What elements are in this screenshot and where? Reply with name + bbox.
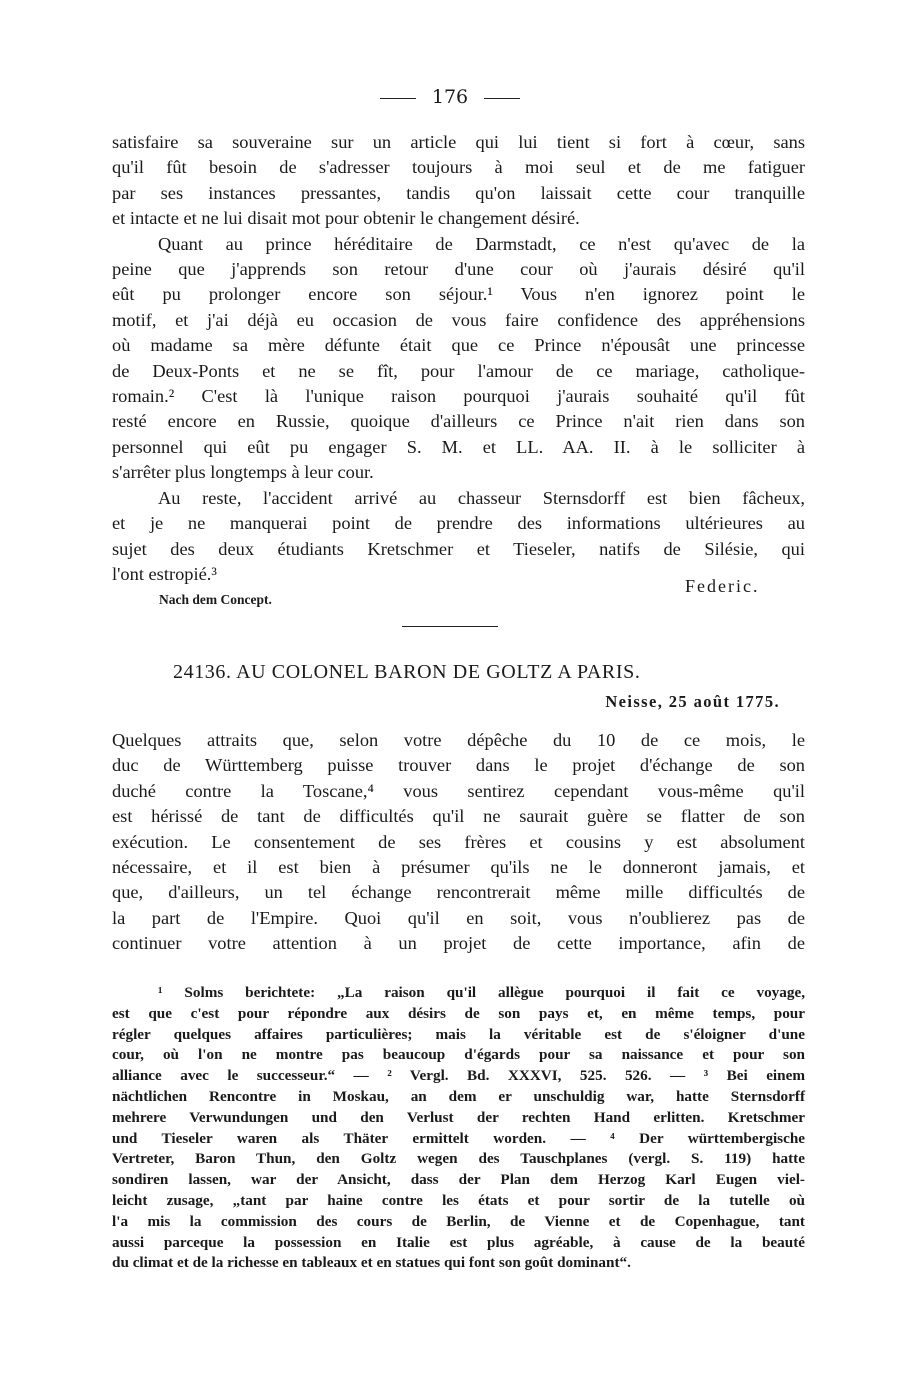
source-note: Nach dem Concept.: [159, 592, 272, 607]
footnote-line: l'a mis la commission des cours de Berlin, de Vienne et de Copenhague, tant: [112, 1212, 805, 1230]
header-rule-right: [484, 98, 520, 99]
footnote-line: sondiren lassen, war der Ansicht, dass der Plan dem Herzog Karl Eugen viel-: [112, 1171, 805, 1189]
page-header: [0, 86, 900, 108]
footnote-line: cour, où l'on ne montre pas beaucoup d'égards pour sa naissance et pour son: [112, 1046, 805, 1064]
footnote-line: alliance avec le successeur.“ — ² Vergl. Bd. XXXVI, 525. 526. — ³ Bei einem: [112, 1067, 805, 1085]
text-line: duché contre la Toscane,⁴ vous sentirez cependant vous-même qu'il: [112, 780, 805, 801]
text-line: est hérissé de tant de difficultés qu'il ne saurait guère se flatter de son: [112, 806, 805, 827]
text-line: l'ont estropié.³: [112, 563, 217, 584]
footnote-line: aussi parceque la possession en Italie est plus agréable, à cause de la beauté: [112, 1233, 805, 1251]
text-line: par ses instances pressantes, tandis qu'on laissait cette cour tranquille: [112, 182, 805, 203]
text-line: et intacte et ne lui disait mot pour obtenir le changement désiré.: [112, 208, 580, 229]
text-line: eût pu prolonger encore son séjour.¹ Vous n'en ignorez point le: [112, 284, 805, 305]
paragraph-3: [112, 486, 805, 588]
footnote-line: nächtlichen Rencontre in Moskau, an dem er unschuldig war, hatte Sternsdorff: [112, 1087, 805, 1105]
text-line: que, d'ailleurs, un tel échange rencontrerait même mille difficultés de: [112, 882, 805, 903]
text-line: qu'il fût besoin de s'adresser toujours à moi seul et de me fatiguer: [112, 157, 805, 178]
footnote-line: est que c'est pour répondre aux désirs de son pays et, en même temps, pour: [112, 1004, 805, 1022]
footnote-line: und Tieseler waren als Thäter ermittelt worden. — ⁴ Der württembergische: [112, 1129, 805, 1147]
signature: Federic.: [685, 576, 760, 596]
letter-paragraph: [112, 728, 805, 957]
letter-dateline: Neisse, 25 août 1775.: [605, 692, 780, 711]
paragraph-2: [112, 232, 805, 486]
footnote-line: Vertreter, Baron Thun, den Goltz wegen des Tauschplanes (vergl. S. 119) hatte: [112, 1150, 805, 1168]
page-number: 176: [431, 86, 469, 108]
text-line: où madame sa mère défunte était que ce Prince n'épousât une princesse: [112, 335, 805, 356]
letter-body: [112, 728, 805, 957]
text-line: Au reste, l'accident arrivé au chasseur Sternsdorff est bien fâcheux,: [158, 487, 805, 508]
footnote-line: du climat et de la richesse en tableaux et en statues qui font son goût dominant“.: [112, 1254, 631, 1272]
text-line: et je ne manquerai point de prendre des informations ultérieures au: [112, 513, 805, 534]
header-rule-left: [380, 98, 416, 99]
text-line: Quant au prince héréditaire de Darmstadt, ce n'est qu'avec de la: [158, 233, 805, 254]
text-line: de Deux-Ponts et ne se fît, pour l'amour de ce mariage, catholique-: [112, 360, 805, 381]
text-line: resté encore en Russie, quoique d'ailleurs ce Prince n'ait rien dans son: [112, 411, 805, 432]
text-line: s'arrêter plus longtemps à leur cour.: [112, 462, 374, 483]
footnote-line: ¹ Solms berichtete: „La raison qu'il allègue pourquoi il fait ce voyage,: [158, 984, 805, 1001]
text-line: duc de Württemberg puisse trouver dans le projet d'échange de son: [112, 755, 805, 776]
continuation-text: [112, 130, 805, 587]
text-line: nécessaire, et il est bien à présumer qu'ils ne le donneront jamais, et: [112, 857, 805, 878]
text-line: exécution. Le consentement de ses frères et cousins y est absolument: [112, 831, 805, 852]
text-line: satisfaire sa souveraine sur un article qui lui tient si fort à cœur, sans: [112, 132, 805, 152]
footnotes: [112, 983, 805, 1274]
text-line: continuer votre attention à un projet de cette importance, afin de: [112, 933, 805, 954]
text-line: sujet des deux étudiants Kretschmer et Tieseler, natifs de Silésie, qui: [112, 538, 805, 559]
paragraph-1: [112, 130, 805, 232]
footnote-line: mehrere Verwundungen und den Verlust der rechten Hand erlitten. Kretschmer: [112, 1108, 805, 1126]
text-line: la part de l'Empire. Quoi qu'il en soit, vous n'oublierez pas de: [112, 907, 805, 928]
text-line: personnel qui eût pu engager S. M. et LL. AA. II. à le solliciter à: [112, 436, 805, 457]
text-line: peine que j'apprends son retour d'une cour où j'aurais désiré qu'il: [112, 259, 805, 280]
footnote-line: régler quelques affaires particulières; mais la véritable est de s'éloigner d'une: [112, 1025, 805, 1043]
section-divider: [402, 626, 498, 627]
text-line: Quelques attraits que, selon votre dépêche du 10 de ce mois, le: [112, 730, 805, 750]
footnote-line: leicht zusage, „tant par haine contre les états et pour sortir de la tutelle où: [112, 1191, 805, 1209]
letter-heading: 24136. AU COLONEL BARON DE GOLTZ A PARIS.: [173, 661, 641, 683]
text-line: romain.² C'est là l'unique raison pourquoi j'aurais souhaité qu'il fût: [112, 386, 805, 407]
text-line: motif, et j'ai déjà eu occasion de vous faire confidence des appréhensions: [112, 309, 805, 330]
